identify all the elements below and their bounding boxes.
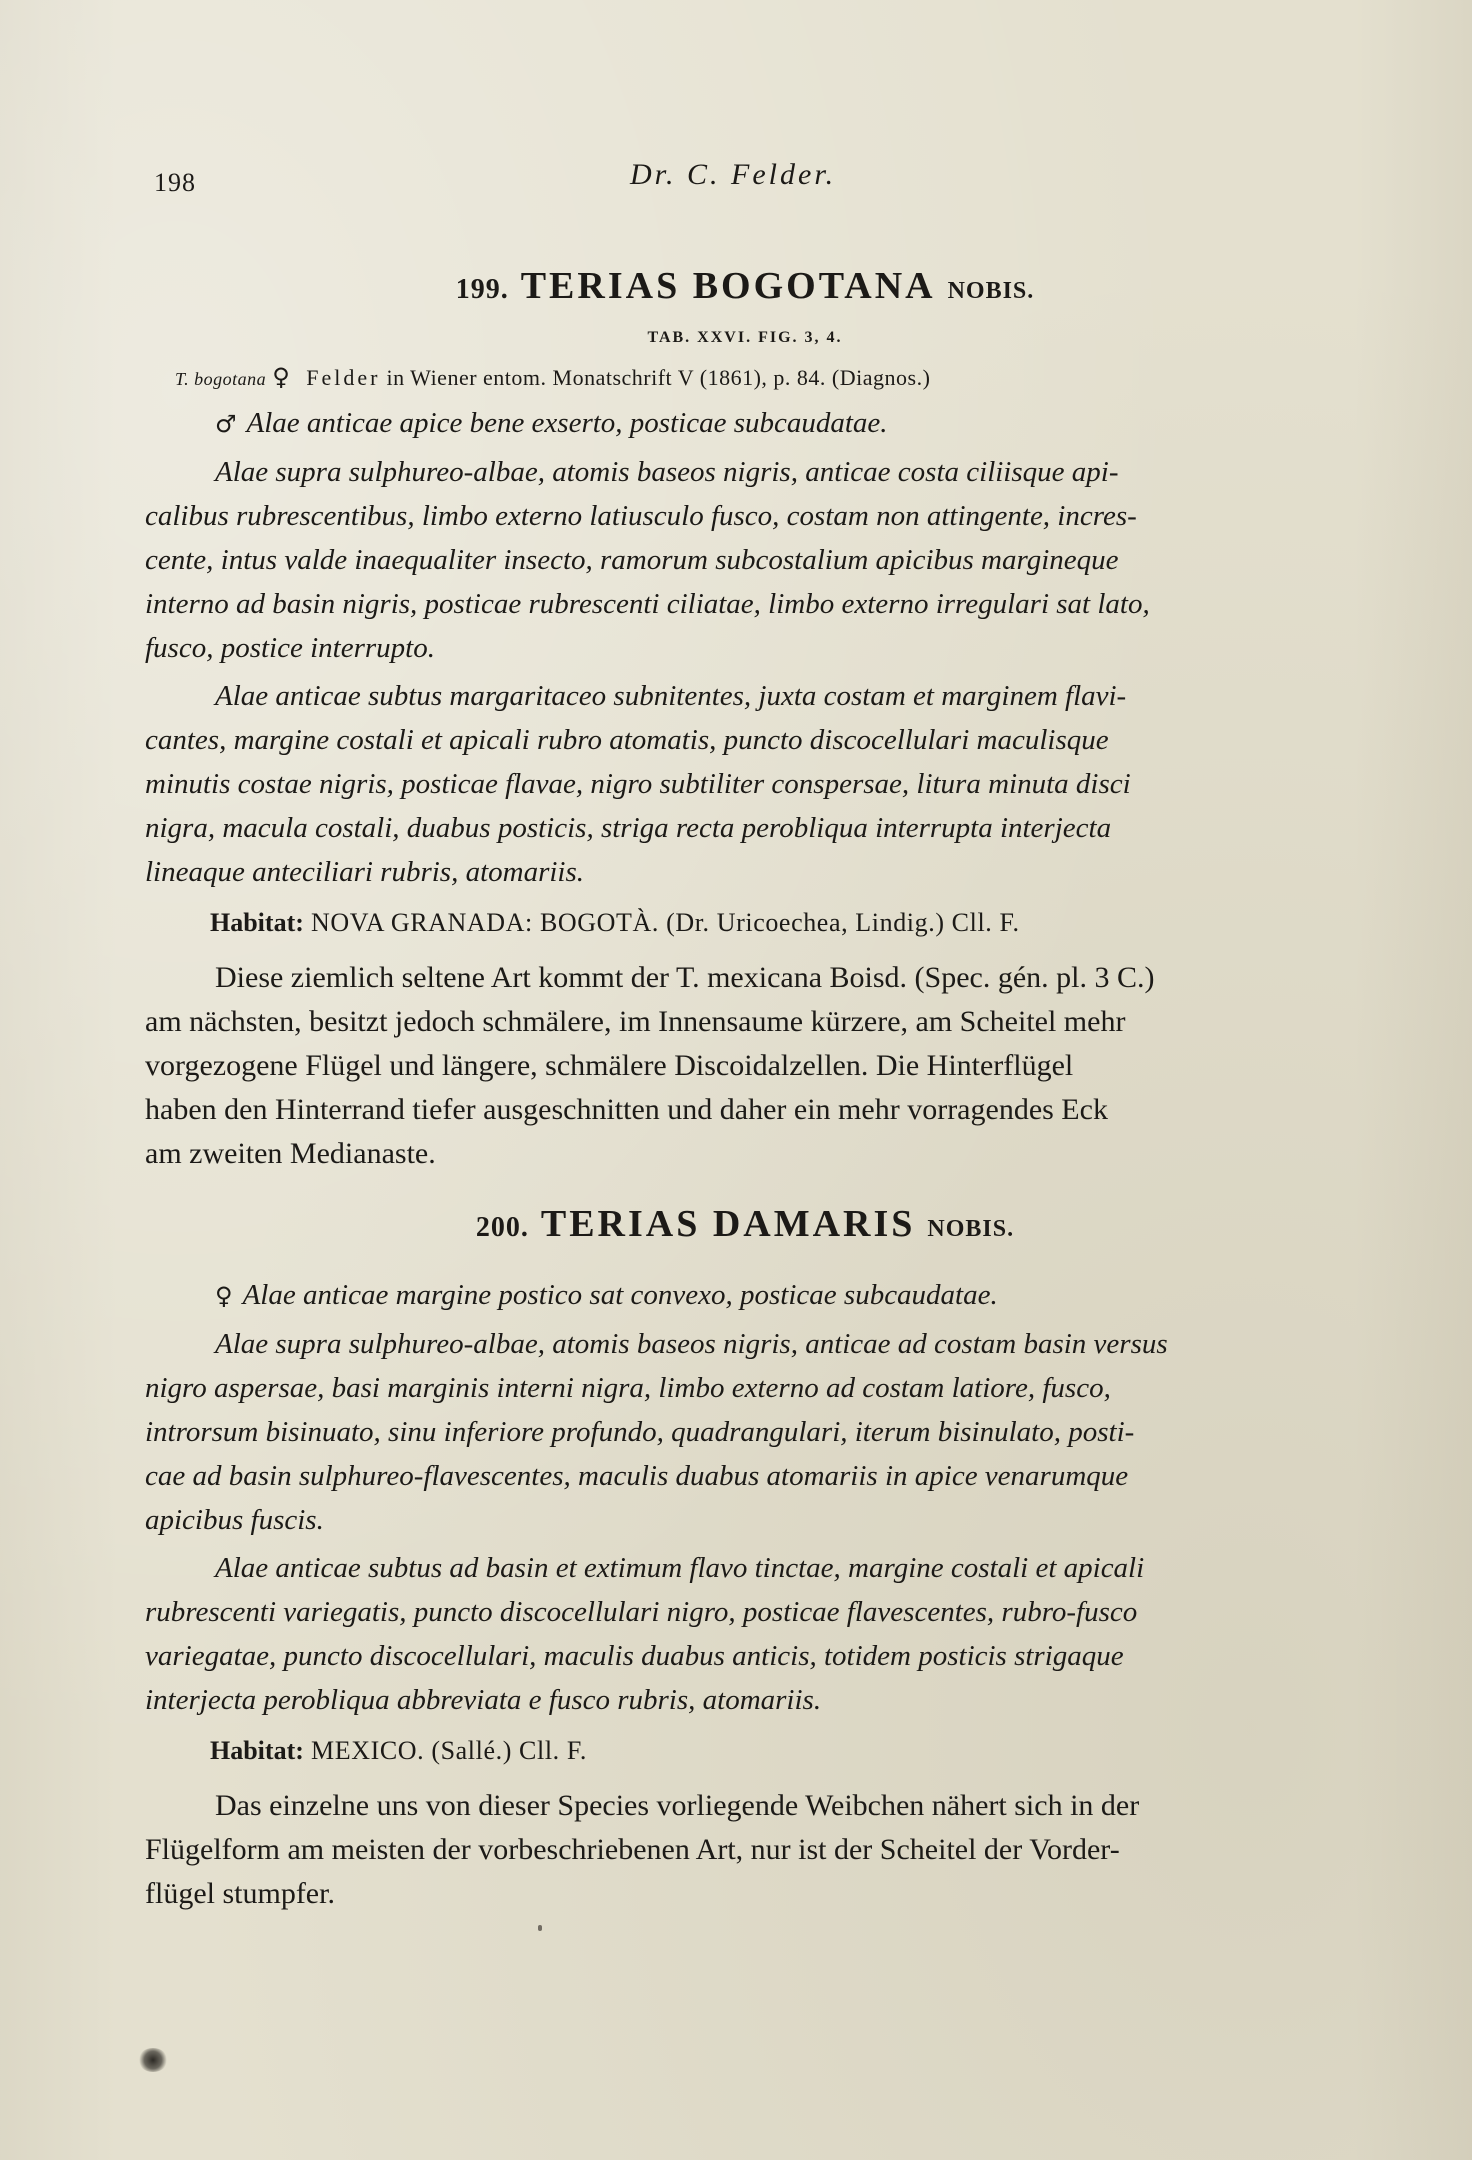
habitat-text: MEXICO. (Sallé.) Cll. F. <box>311 1736 587 1765</box>
german-line: vorgezogene Flügel und längere, schmälere Discoidalzellen. Die Hinterflügel <box>145 1049 1074 1082</box>
species-200-german-description <box>145 1784 1345 1916</box>
german-line: Das einzelne uns von dieser Species vorliegende Weibchen nähert sich in der <box>215 1789 1140 1822</box>
german-line: Flügelform am meisten der vorbeschriebenen Art, nur ist der Scheitel der Vorder- <box>145 1833 1120 1866</box>
habitat-text: NOVA GRANADA: BOGOTÀ. (Dr. Uricoechea, Lindig.) Cll. F. <box>311 908 1020 937</box>
species-199-heading <box>145 262 1345 315</box>
species-200-entry <box>145 1200 1345 1916</box>
page-number: 198 <box>154 168 196 197</box>
species-200-habitat <box>145 1736 1345 1766</box>
german-line: haben den Hinterrand tiefer ausgeschnitten und daher ein mehr vorragendes Eck <box>145 1093 1108 1126</box>
running-head-author: Dr. C. Felder. <box>630 158 837 191</box>
german-line: Diese ziemlich seltene Art kommt der T. mexicana Boisd. (Spec. gén. pl. 3 C.) <box>215 961 1155 994</box>
latin-line: interjecta perobliqua abbreviata e fusco rubris, atomariis. <box>145 1684 822 1716</box>
ink-speck <box>538 1925 542 1931</box>
latin-paragraph-2 <box>145 1322 1345 1542</box>
citation-author: Felder <box>306 365 381 390</box>
latin-line: interno ad basin nigris, posticae rubrescenti ciliatae, limbo externo irregulari sat lato, <box>145 588 1150 620</box>
latin-paragraph-1 <box>145 401 1345 446</box>
latin-paragraph-3 <box>145 1546 1345 1722</box>
species-200-number: 200. <box>475 1212 529 1243</box>
latin-line: Alae supra sulphureo-albae, atomis baseos nigris, anticae costa ciliisque api- <box>215 456 1119 488</box>
citation-species-name: T. bogotana <box>175 369 267 389</box>
citation-reference: in Wiener entom. Monatschrift V (1861), p. 84. (Diagnos.) <box>386 365 931 390</box>
species-199-name: TERIAS BOGOTANA <box>520 265 936 307</box>
latin-line: lineaque anteciliari rubris, atomariis. <box>145 856 585 888</box>
latin-line: cente, intus valde inaequaliter insecto, ramorum subcostalium apicibus margineque <box>145 544 1119 576</box>
female-symbol-icon: ♀ <box>272 363 291 391</box>
running-head <box>150 158 1350 198</box>
species-200-latin-description <box>145 1273 1345 1722</box>
habitat-label: Habitat: <box>210 1736 304 1765</box>
species-199-german-description <box>145 956 1345 1176</box>
latin-line: nigra, macula costali, duabus posticis, striga recta perobliqua interrupta interjecta <box>145 812 1112 844</box>
latin-line: introrsum bisinuato, sinu inferiore profundo, quadrangulari, iterum bisinulato, posti- <box>145 1416 1135 1448</box>
latin-line: apicibus fuscis. <box>145 1504 324 1536</box>
latin-line: cantes, margine costali et apicali rubro atomatis, puncto discocellulari maculisque <box>145 724 1109 756</box>
habitat-label: Habitat: <box>210 908 304 937</box>
species-199-entry <box>145 262 1345 1176</box>
latin-line: rubrescenti variegatis, puncto discocellulari nigro, posticae flavescentes, rubro-fusco <box>145 1596 1138 1628</box>
female-symbol-icon: ♀ <box>215 1282 233 1310</box>
latin-line: variegatae, puncto discocellulari, maculis duabus anticis, totidem posticis strigaque <box>145 1640 1124 1672</box>
german-line: flügel stumpfer. <box>145 1877 335 1910</box>
latin-paragraph-3 <box>145 674 1345 894</box>
latin-line: fusco, postice interrupto. <box>145 632 435 664</box>
species-199-citation <box>145 363 1345 391</box>
species-200-name: TERIAS DAMARIS <box>540 1203 916 1245</box>
species-200-heading <box>145 1200 1345 1253</box>
latin-line: Alae anticae apice bene exserto, posticae subcaudatae. <box>246 407 888 439</box>
ink-smudge <box>138 2048 168 2072</box>
latin-line: calibus rubrescentibus, limbo externo latiusculo fusco, costam non attingente, incres- <box>145 500 1137 532</box>
latin-paragraph-2 <box>145 450 1345 670</box>
latin-line: Alae anticae subtus ad basin et extimum flavo tinctae, margine costali et apicali <box>215 1552 1145 1584</box>
latin-line: minutis costae nigris, posticae flavae, nigro subtiliter conspersae, litura minuta disci <box>145 768 1131 800</box>
species-200-authority: NOBIS. <box>927 1216 1015 1242</box>
species-199-plate-reference: TAB. XXVI. FIG. 3, 4. <box>647 329 843 346</box>
species-199-habitat <box>145 908 1345 938</box>
latin-line: cae ad basin sulphureo-flavescentes, maculis duabus atomariis in apice venarumque <box>145 1460 1129 1492</box>
german-line: am nächsten, besitzt jedoch schmälere, im Innensaume kürzere, am Scheitel mehr <box>145 1005 1126 1038</box>
male-symbol-icon: ♂ <box>215 410 237 438</box>
species-199-latin-description <box>145 401 1345 894</box>
latin-line: Alae anticae margine postico sat convexo, posticae subcaudatae. <box>242 1279 998 1311</box>
species-199-authority: NOBIS. <box>947 278 1035 304</box>
latin-line: Alae anticae subtus margaritaceo subnitentes, juxta costam et marginem flavi- <box>215 680 1127 712</box>
latin-line: Alae supra sulphureo-albae, atomis baseos nigris, anticae ad costam basin versus <box>215 1328 1168 1360</box>
latin-line: nigro aspersae, basi marginis interni nigra, limbo externo ad costam latiore, fusco, <box>145 1372 1111 1404</box>
species-199-number: 199. <box>455 274 509 305</box>
german-line: am zweiten Medianaste. <box>145 1137 436 1170</box>
latin-paragraph-1 <box>145 1273 1345 1318</box>
